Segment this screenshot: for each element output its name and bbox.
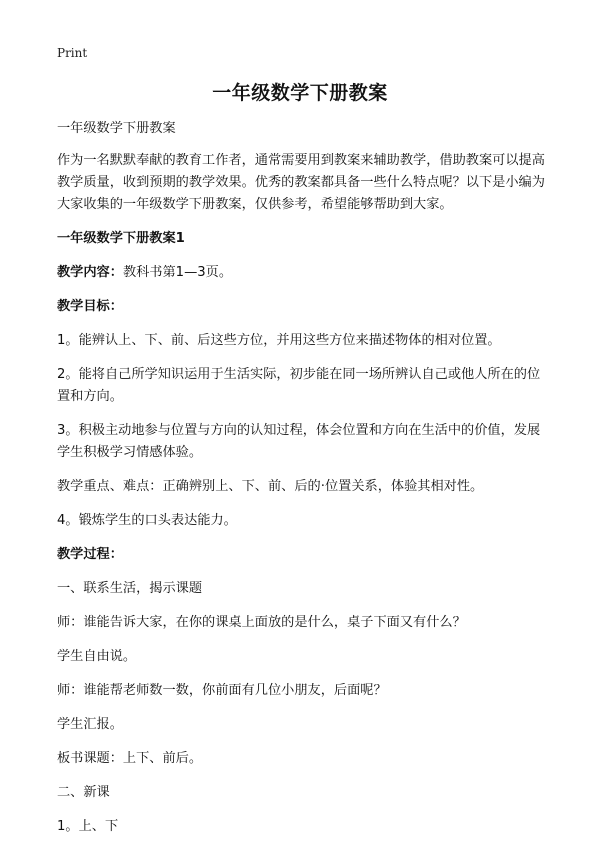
teaching-content	[57, 262, 547, 284]
dialogue-line: 学生自由说。	[57, 649, 137, 664]
teaching-content-value: 教科书第1—3页。	[122, 265, 233, 280]
process-step: 一、联系生活，揭示课题	[57, 581, 203, 596]
teaching-content-label: 教学内容：	[57, 265, 123, 280]
page-title: 一年级数学下册教案	[212, 82, 388, 104]
goals-heading: 教学目标：	[57, 299, 123, 314]
intro-paragraph: 作为一名默默奉献的教育工作者，通常需要用到教案来辅助教学，借助教案可以提高教学质量，收到预期的教学效果。优秀的教案都具备一些什么特点呢？以下是小编为大家收集的一年级数学下册教案，仅供参考，希望能够帮助到大家。	[57, 153, 545, 212]
dialogue-line: 师：谁能告诉大家，在你的课桌上面放的是什么，桌子下面又有什么？	[57, 615, 466, 630]
board-topic: 板书课题：上下、前后。	[57, 751, 203, 766]
dialogue-line: 师：谁能帮老师数一数，你前面有几位小朋友，后面呢？	[57, 683, 387, 698]
goal-item: 1。能辨认上、下、前、后这些方位，并用这些方位来描述物体的相对位置。	[57, 333, 501, 348]
goal-item: 2。能将自己所学知识运用于生活实际，初步能在同一场所辨认自己或他人所在的位置和方向。	[57, 367, 541, 404]
process-step: 二、新课	[57, 785, 110, 800]
document-subtitle: 一年级数学下册教案	[57, 121, 176, 136]
process-heading: 教学过程：	[57, 547, 123, 562]
goal-item: 4。锻炼学生的口头表达能力。	[57, 513, 237, 528]
print-label: Print	[57, 46, 88, 60]
goal-item: 3。积极主动地参与位置与方向的认知过程，体会位置和方向在生活中的价值，发展学生积极学习情感体验。	[57, 423, 541, 460]
document-body	[57, 118, 547, 850]
section-heading: 一年级数学下册教案1	[57, 231, 185, 246]
sub-step: 1。上、下	[57, 819, 119, 834]
key-points: 教学重点、难点：正确辨别上、下、前、后的·位置关系，体验其相对性。	[57, 479, 484, 494]
dialogue-line: 学生汇报。	[57, 717, 123, 732]
